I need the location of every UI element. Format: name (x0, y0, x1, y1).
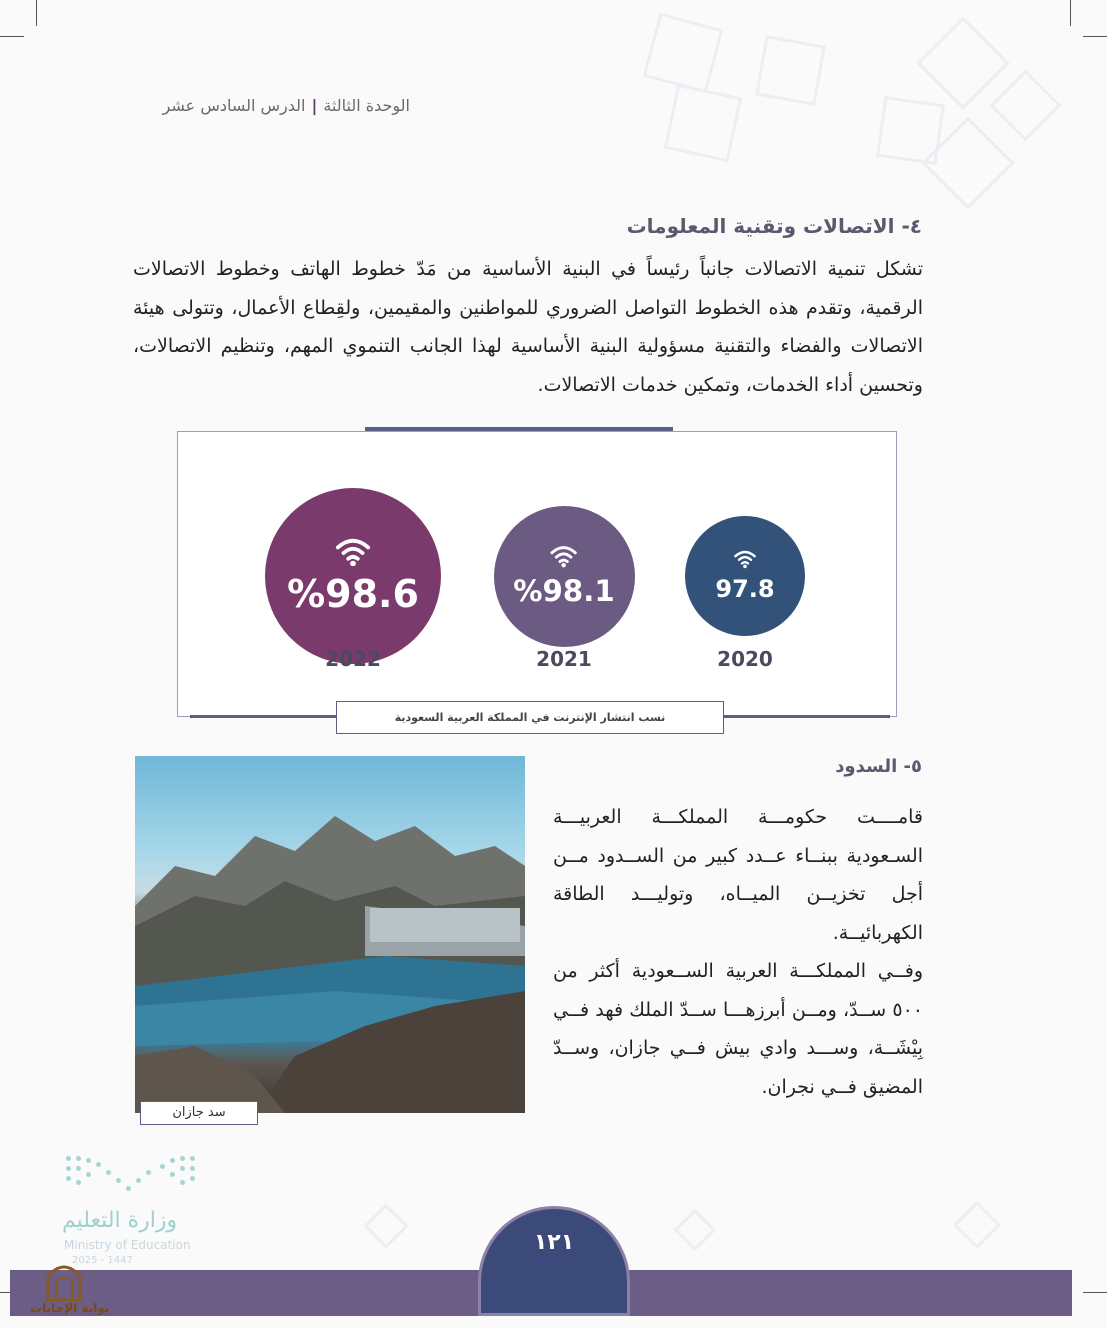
ministry-name-arabic: وزارة التعليم (62, 1208, 178, 1233)
section-title-dams: ٥- السدود (835, 756, 922, 777)
photo-caption: سد جازان (140, 1101, 258, 1125)
bubble-year-label: 2020 (717, 647, 773, 671)
background-pattern (989, 69, 1061, 141)
crop-mark (0, 36, 24, 37)
breadcrumb-separator: | (311, 96, 318, 115)
bubble-2021 (494, 506, 635, 647)
bubble-year-label: 2021 (536, 647, 592, 671)
crop-mark (36, 0, 37, 26)
bubble-2022 (265, 488, 441, 664)
breadcrumb-lesson: الدرس السادس عشر (162, 96, 306, 115)
ministry-name-english: Ministry of Education (64, 1238, 191, 1252)
infographic-caption: نسب انتشار الإنترنت في المملكة العربية السعودية (336, 701, 724, 734)
ministry-year: 2025 - 1447 (72, 1255, 133, 1266)
bubble-2020 (685, 516, 805, 636)
background-pattern (755, 35, 826, 106)
bubble-value-label: %98.6 (287, 572, 419, 617)
background-pattern (953, 1201, 1001, 1249)
dam-illustration (135, 756, 525, 1113)
section-body-telecom: تشكل تنمية الاتصالات جانباً رئيساً في البنية الأساسية من مَدّ خطوط الهاتف وخطوط الاتصالات الرقمية، وتقدم هذه الخطوط التواصل الضروري للمواطنين والمقيمين، ولقِطاع الأعمال، وتتولى هيئة الاتصالات والفضاء والتقنية مسؤولية البنية الأساسية لهذا الجانب التنموي المهم، وتنظيم الاتصالات، وتحسين أداء الخدمات، وتمكين خدمات الاتصالات. (133, 258, 923, 396)
dam-photo (135, 756, 525, 1113)
wifi-icon (549, 544, 578, 567)
wifi-icon (733, 549, 757, 568)
section-body-dams-1: قامــــت حكومـــة المملكـــة العربيـــة السـعودية ببنــاء عــدد كبير من الســدود مــن أجل تخزيــن الميــاه، وتوليـــد الطاقة الكهربائيــة. (553, 806, 923, 944)
watermark-text: بوابة الإجابات (30, 1301, 110, 1315)
background-pattern (664, 84, 742, 162)
page-number-tab (478, 1206, 630, 1316)
bubble-value-label: %98.1 (513, 573, 615, 608)
crop-mark (1083, 36, 1107, 37)
section-body-dams-2: وفــي المملكـــة العربية الســعودية أكثر من ٥٠٠ ســدّ، ومــن أبرزهـــا ســدّ الملك فهد فــي بِيْشَــة، وســـد وادي بيش فــي جازان، وســدّ المضيق فــي نجران. (553, 960, 923, 1098)
background-pattern (363, 1203, 408, 1248)
crop-mark (1070, 0, 1071, 26)
breadcrumb (120, 96, 410, 115)
background-pattern (916, 16, 1009, 109)
crop-mark (1083, 1292, 1107, 1293)
wifi-icon (334, 536, 372, 566)
bubble-year-label: 2022 (325, 647, 381, 671)
page-number: ١٢١ (533, 1230, 575, 1255)
background-pattern (674, 1209, 716, 1251)
breadcrumb-unit: الوحدة الثالثة (323, 96, 410, 115)
bubble-value-label: 97.8 (715, 574, 775, 603)
section-title-telecom: ٤- الاتصالات وتقنية المعلومات (626, 214, 922, 238)
background-pattern (643, 13, 724, 94)
watermark-logo-icon (44, 1258, 84, 1302)
